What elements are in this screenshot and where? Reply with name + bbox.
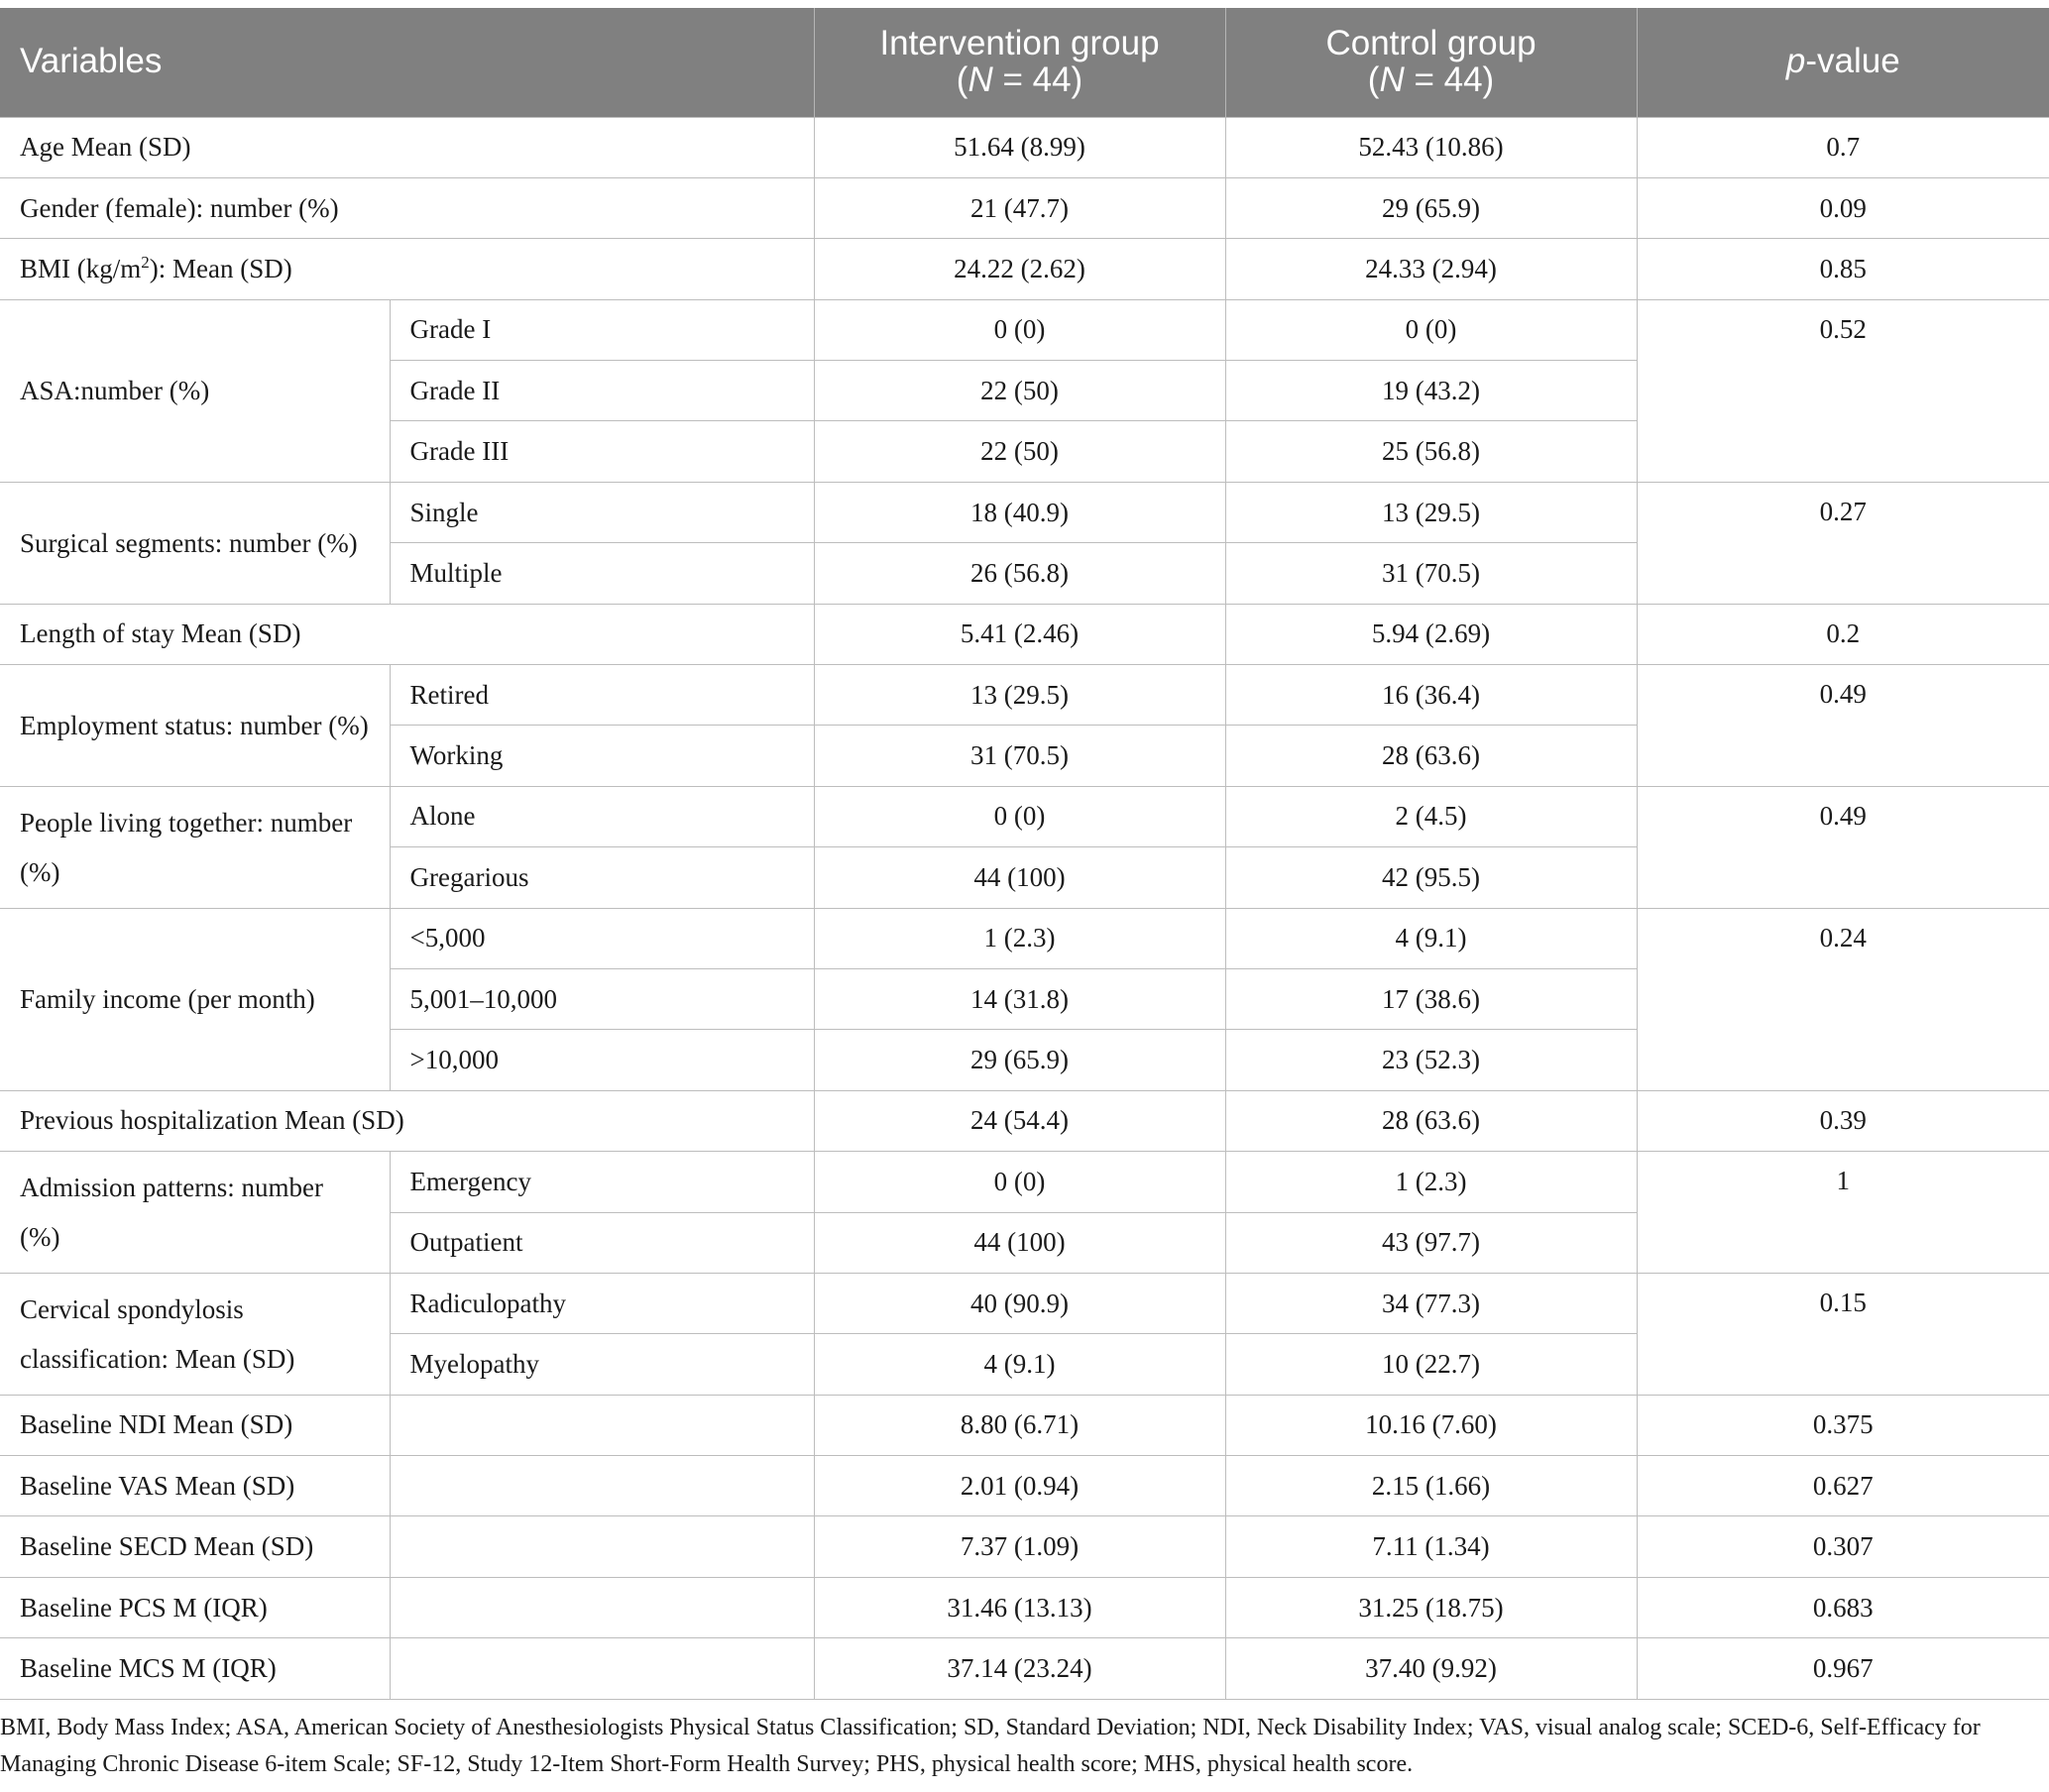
cell-p-value: 0.85 — [1637, 239, 2049, 299]
cell-control: 52.43 (10.86) — [1225, 117, 1637, 177]
cell-control: 2.15 (1.66) — [1225, 1456, 1637, 1516]
row-label-baseline-ndi: Baseline NDI Mean (SD) — [0, 1395, 390, 1455]
table-row — [0, 1395, 2049, 1455]
cell-control: 24.33 (2.94) — [1225, 239, 1637, 299]
cell-intervention: 37.14 (23.24) — [814, 1638, 1225, 1699]
empty-sub-cell — [390, 1516, 814, 1577]
cell-p-value: 0.15 — [1637, 1273, 2049, 1395]
cell-control: 10 (22.7) — [1225, 1334, 1637, 1395]
sub-label: >10,000 — [390, 1030, 814, 1090]
cell-control: 31.25 (18.75) — [1225, 1577, 1637, 1637]
cell-intervention: 5.41 (2.46) — [814, 604, 1225, 664]
cell-control: 2 (4.5) — [1225, 786, 1637, 846]
cell-p-value: 0.375 — [1637, 1395, 2049, 1455]
row-label-baseline-vas: Baseline VAS Mean (SD) — [0, 1456, 390, 1516]
cell-p-value: 0.7 — [1637, 117, 2049, 177]
table-row — [0, 177, 2049, 238]
table-row — [0, 1516, 2049, 1577]
cell-control: 34 (77.3) — [1225, 1273, 1637, 1333]
row-label-bmi — [0, 239, 814, 299]
cell-p-value: 0.49 — [1637, 786, 2049, 908]
cell-intervention: 31 (70.5) — [814, 726, 1225, 786]
header-control-n-label: N — [1379, 59, 1405, 99]
cell-intervention: 44 (100) — [814, 1212, 1225, 1273]
row-label-baseline-mcs: Baseline MCS M (IQR) — [0, 1638, 390, 1699]
header-intervention-n-value: = 44) — [992, 59, 1083, 99]
row-label-asa: ASA:number (%) — [0, 299, 390, 482]
cell-p-value: 0.39 — [1637, 1090, 2049, 1151]
row-label-gender: Gender (female): number (%) — [0, 177, 814, 238]
header-p-letter: p — [1785, 42, 1806, 81]
sub-label: Grade III — [390, 421, 814, 482]
row-label-baseline-pcs: Baseline PCS M (IQR) — [0, 1577, 390, 1637]
sub-label: Grade II — [390, 361, 814, 421]
cell-p-value: 1 — [1637, 1152, 2049, 1274]
sub-label: Gregarious — [390, 847, 814, 908]
sub-label: Myelopathy — [390, 1334, 814, 1395]
cell-intervention: 4 (9.1) — [814, 1334, 1225, 1395]
header-control-title: Control group — [1325, 24, 1537, 62]
cell-control: 17 (38.6) — [1225, 968, 1637, 1029]
row-label-cervical-spondylosis: Cervical spondylosis classification: Mean (SD) — [0, 1273, 390, 1395]
sub-label: Alone — [390, 786, 814, 846]
cell-control: 23 (52.3) — [1225, 1030, 1637, 1090]
empty-sub-cell — [390, 1395, 814, 1455]
table-row — [0, 239, 2049, 299]
cell-control: 1 (2.3) — [1225, 1152, 1637, 1212]
table-container — [0, 8, 2049, 1783]
table-row — [0, 908, 2049, 968]
cell-intervention: 26 (56.8) — [814, 543, 1225, 604]
cell-control: 10.16 (7.60) — [1225, 1395, 1637, 1455]
cell-intervention: 0 (0) — [814, 786, 1225, 846]
header-intervention-title: Intervention group — [879, 24, 1160, 62]
cell-control: 25 (56.8) — [1225, 421, 1637, 482]
cell-intervention: 22 (50) — [814, 421, 1225, 482]
baseline-characteristics-table — [0, 8, 2049, 1700]
cell-p-value: 0.27 — [1637, 482, 2049, 604]
table-row — [0, 665, 2049, 726]
cell-intervention: 44 (100) — [814, 847, 1225, 908]
cell-p-value: 0.307 — [1637, 1516, 2049, 1577]
cell-p-value: 0.24 — [1637, 908, 2049, 1090]
empty-sub-cell — [390, 1456, 814, 1516]
sub-label: 5,001–10,000 — [390, 968, 814, 1029]
bmi-label-post: ): Mean (SD) — [149, 253, 292, 283]
cell-intervention: 22 (50) — [814, 361, 1225, 421]
cell-intervention: 18 (40.9) — [814, 482, 1225, 542]
cell-intervention: 24 (54.4) — [814, 1090, 1225, 1151]
cell-control: 7.11 (1.34) — [1225, 1516, 1637, 1577]
row-label-baseline-secd: Baseline SECD Mean (SD) — [0, 1516, 390, 1577]
cell-control: 29 (65.9) — [1225, 177, 1637, 238]
row-label-age: Age Mean (SD) — [0, 117, 814, 177]
cell-control: 42 (95.5) — [1225, 847, 1637, 908]
cell-p-value: 0.627 — [1637, 1456, 2049, 1516]
cell-intervention: 7.37 (1.09) — [814, 1516, 1225, 1577]
cell-control: 4 (9.1) — [1225, 908, 1637, 968]
cell-intervention: 0 (0) — [814, 299, 1225, 360]
cell-intervention: 51.64 (8.99) — [814, 117, 1225, 177]
empty-sub-cell — [390, 1638, 814, 1699]
cell-p-value: 0.2 — [1637, 604, 2049, 664]
sub-label: Single — [390, 482, 814, 542]
cell-control: 0 (0) — [1225, 299, 1637, 360]
header-row — [0, 8, 2049, 117]
cell-p-value: 0.09 — [1637, 177, 2049, 238]
table-row — [0, 1638, 2049, 1699]
header-control-group: Control group (N = 44) — [1225, 8, 1637, 117]
sub-label: Working — [390, 726, 814, 786]
row-label-previous-hospitalization: Previous hospitalization Mean (SD) — [0, 1090, 814, 1151]
table-row — [0, 1577, 2049, 1637]
cell-intervention: 13 (29.5) — [814, 665, 1225, 726]
sub-label: <5,000 — [390, 908, 814, 968]
cell-p-value: 0.52 — [1637, 299, 2049, 482]
table-row — [0, 1273, 2049, 1333]
cell-control: 5.94 (2.69) — [1225, 604, 1637, 664]
cell-control: 19 (43.2) — [1225, 361, 1637, 421]
cell-intervention: 24.22 (2.62) — [814, 239, 1225, 299]
table-row — [0, 117, 2049, 177]
row-label-surgical-segments: Surgical segments: number (%) — [0, 482, 390, 604]
sub-label: Outpatient — [390, 1212, 814, 1273]
table-row — [0, 1456, 2049, 1516]
table-row — [0, 604, 2049, 664]
header-p-value — [1637, 8, 2049, 117]
bmi-label-pre: BMI (kg/m — [20, 253, 142, 283]
row-label-admission-patterns: Admission patterns: number (%) — [0, 1152, 390, 1274]
row-label-people-living-together: People living together: number (%) — [0, 786, 390, 908]
header-intervention-group: Intervention group (N = 44) — [814, 8, 1225, 117]
cell-p-value: 0.683 — [1637, 1577, 2049, 1637]
cell-p-value: 0.967 — [1637, 1638, 2049, 1699]
cell-control: 37.40 (9.92) — [1225, 1638, 1637, 1699]
cell-intervention: 14 (31.8) — [814, 968, 1225, 1029]
empty-sub-cell — [390, 1577, 814, 1637]
cell-intervention: 8.80 (6.71) — [814, 1395, 1225, 1455]
sub-label: Retired — [390, 665, 814, 726]
cell-intervention: 1 (2.3) — [814, 908, 1225, 968]
table-row — [0, 299, 2049, 360]
cell-control: 28 (63.6) — [1225, 1090, 1637, 1151]
cell-intervention: 2.01 (0.94) — [814, 1456, 1225, 1516]
cell-control: 13 (29.5) — [1225, 482, 1637, 542]
table-row — [0, 1152, 2049, 1212]
header-variables: Variables — [0, 8, 814, 117]
sub-label: Radiculopathy — [390, 1273, 814, 1333]
row-label-length-of-stay: Length of stay Mean (SD) — [0, 604, 814, 664]
table-row — [0, 1090, 2049, 1151]
header-p-rest: -value — [1805, 42, 1900, 81]
sub-label: Grade I — [390, 299, 814, 360]
cell-control: 16 (36.4) — [1225, 665, 1637, 726]
cell-intervention: 29 (65.9) — [814, 1030, 1225, 1090]
cell-intervention: 21 (47.7) — [814, 177, 1225, 238]
cell-p-value: 0.49 — [1637, 665, 2049, 787]
cell-intervention: 31.46 (13.13) — [814, 1577, 1225, 1637]
cell-intervention: 0 (0) — [814, 1152, 1225, 1212]
table-row — [0, 482, 2049, 542]
table-row — [0, 786, 2049, 846]
cell-control: 43 (97.7) — [1225, 1212, 1637, 1273]
sub-label: Multiple — [390, 543, 814, 604]
cell-control: 31 (70.5) — [1225, 543, 1637, 604]
header-control-n-value: = 44) — [1404, 59, 1495, 99]
cell-control: 28 (63.6) — [1225, 726, 1637, 786]
header-intervention-n-label: N — [968, 59, 993, 99]
row-label-family-income: Family income (per month) — [0, 908, 390, 1090]
bmi-label-superscript: 2 — [141, 252, 150, 272]
table-footnote: BMI, Body Mass Index; ASA, American Society of Anesthesiologists Physical Status Classification; SD, Standard Deviation; NDI, Neck Disability Index; VAS, visual analog scale; SCED-6, Self-Efficacy for Managing Chronic Disease 6-item Scale; SF-12, Study 12-Item Short-Form Health Survey; PHS, physical health score; MHS, physical health score. — [0, 1714, 1981, 1777]
sub-label: Emergency — [390, 1152, 814, 1212]
row-label-employment-status: Employment status: number (%) — [0, 665, 390, 787]
cell-intervention: 40 (90.9) — [814, 1273, 1225, 1333]
